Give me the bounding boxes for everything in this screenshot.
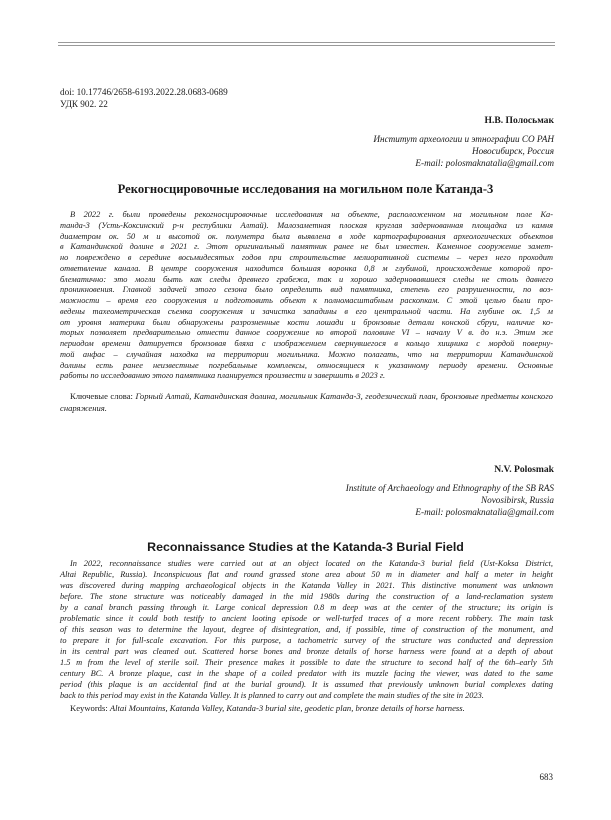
keywords-value: Altai Mountains, Katanda Valley, Katanda-3 burial site, geodetic plan, bronze details of horse harness.	[109, 703, 465, 713]
affiliation-city: Novosibirsk, Russia	[481, 495, 554, 506]
udk: УДК 902. 22	[60, 99, 108, 109]
title-ru: Рекогносцировочные исследования на могильном поле Катанда-3	[117, 182, 494, 196]
abstract-line: was discovered during mapping archaeological objects in the Katanda Valley in 2021. This distinctive monument was unknown	[60, 581, 553, 590]
abstract-line: той анфас – случайная находка на территории могильника. Можно полагать, что на территории Катандинской	[60, 349, 553, 359]
affiliation-email: E-mail: polosmaknatalia@gmail.com	[415, 158, 554, 169]
abstract-line: но повреждено в середине восьмидесятых годов при строительстве мелиоративной системы – через него проходит	[60, 253, 553, 262]
author-en: N.V. Polosmak	[494, 464, 554, 475]
affiliation-institute: Institute of Archaeology and Ethnography of the SB RAS	[345, 483, 554, 493]
abstract-line: ведены тахеометрическая съемка сооружения и зачистка западины в его центральной части. На глубине ок. 1,5 м	[60, 306, 553, 316]
abstract-line: блематично: это могли быть как следы древнего грабежа, так и хорошо задерновавшиеся следы не столь давнего	[60, 274, 553, 284]
article-meta	[60, 86, 228, 110]
abstract-line: by a canal branch passing through it. Large conical depression 0.8 m deep was at the center of the structure; its origin is	[60, 603, 553, 612]
abstract-line: проникновения. Главной задачей этого сезона было определить вид памятника, степень его разрушенности, по воз-	[60, 285, 553, 295]
keywords-value: Горный Алтай, Катандинская долина, могильник Катанда-3, геодезический план, бронзовые предметы конского снаряжения.	[60, 391, 553, 413]
abstract-line: In 2022, reconnaissance studies were carried out at an object located on the Katanda-3 burial field (Ust-Koksa District,	[70, 559, 553, 568]
keywords-label: Ключевые слова:	[70, 391, 136, 401]
abstract-line: работы по исследованию этого памятника планируется произвести и завершить в 2023 г.	[60, 371, 386, 381]
keywords-label: Keywords:	[70, 703, 110, 713]
abstract-line: century BC. A bronze plaque, cast in the shape of a coiled predator with its muzzle facing the viewer, was dated to the same	[60, 669, 553, 678]
abstract-line: долины есть ранее неизвестные погребальные комплексы, относящиеся к указанному периоду времени. Основные	[60, 360, 553, 370]
doi: doi: 10.17746/2658-6193.2022.28.0683-0689	[60, 87, 228, 97]
abstract-line: диаметром ок. 50 м и высотой ок. полуметра была выявлена в ходе картографирования археологических объектов	[60, 231, 553, 241]
abstract-line: ответвление канала. В центре сооружения находится большая воронка 0,8 м глубиной, происхождение которой про-	[60, 263, 553, 273]
abstract-line: to prepare it for full-scale excavation. For this purpose, a tachometric survey of the structure was conducted and depression	[60, 636, 553, 645]
affiliation-email: E-mail: polosmaknatalia@gmail.com	[415, 507, 554, 518]
abstract-line: period (this plaque is an accidental find at the burial ground). It is assumed that previously unknown burial complexes dating	[60, 680, 553, 689]
abstract-line: problematic since it could both testify to ancient looting episode or well-turfed traces of a more recent robbery. The main task	[60, 614, 553, 623]
abstract-line: before. The stone structure was noticeably damaged in the mid 1980s during the construction of a land-reclamation system	[60, 592, 553, 601]
abstract-line: в Катандинской долине в 2021 г. Этот оригинальный памятник ранее не был известен. Каменное сооружение замет-	[60, 242, 553, 252]
header-rule-bottom	[58, 45, 555, 46]
header-rule-top	[58, 42, 555, 43]
abstract-line: периодом времени датируется бронзовая бляха с изображением свернувшегося в кольцо хищника с мордой поверну-	[60, 339, 553, 348]
affiliation-ru	[373, 133, 554, 170]
affiliation-institute: Институт археологии и этнографии СО РАН	[373, 134, 554, 144]
keywords-en	[60, 702, 553, 714]
abstract-ru	[60, 210, 553, 382]
affiliation-city: Новосибирск, Россия	[471, 146, 554, 157]
abstract-line: В 2022 г. были проведены рекогносцировочные исследования на объекте, расположенном на могильном поле Ка-	[70, 210, 553, 219]
title-en: Reconnaissance Studies at the Katanda-3 Burial Field	[147, 540, 464, 554]
abstract-line: of this season was to determine the layout, degree of disintegration, and, if possible, time of construction of the monument, and	[60, 625, 553, 634]
author-ru: Н.В. Полосьмак	[484, 115, 554, 126]
page-number: 683	[539, 772, 553, 782]
abstract-line: от уровня материка были обнаружены разрозненные кости лошади и бронзовые детали конской сбруи, наличие ко-	[60, 317, 553, 327]
keywords-ru	[60, 390, 553, 414]
abstract-line: 1.5 m from the level of sterile soil. Their presence makes it possible to date the structure to second half of the 6th–early 5th	[60, 658, 553, 667]
abstract-line: можности – время его сооружения и подготовить объект к полномасштабным раскопкам. С этой целью были про-	[60, 296, 553, 305]
affiliation-en	[346, 482, 554, 519]
abstract-line: торых позволяет предварительно отнести данное сооружение ко второй половине VI – началу V в. до н.э. Этим же	[60, 328, 553, 338]
abstract-en	[60, 558, 553, 701]
abstract-line: back to this period may exist in the Katanda Valley. It is planned to carry out and complete the main studies of the site in 2023.	[60, 691, 484, 700]
abstract-line: in its central part was cleaned out. Scattered horse bones and bronze details of horse harness were found at a depth of about	[60, 647, 553, 656]
abstract-line: Altai Republic, Russia). Inconspicuous flat and round grassed stone area about 50 m in diameter and half a meter in height	[60, 570, 553, 579]
abstract-line: танда-3 (Усть-Коксинский р-н республики Алтай). Малозаметная плоская круглая задернованная площадка из камня	[60, 220, 553, 230]
